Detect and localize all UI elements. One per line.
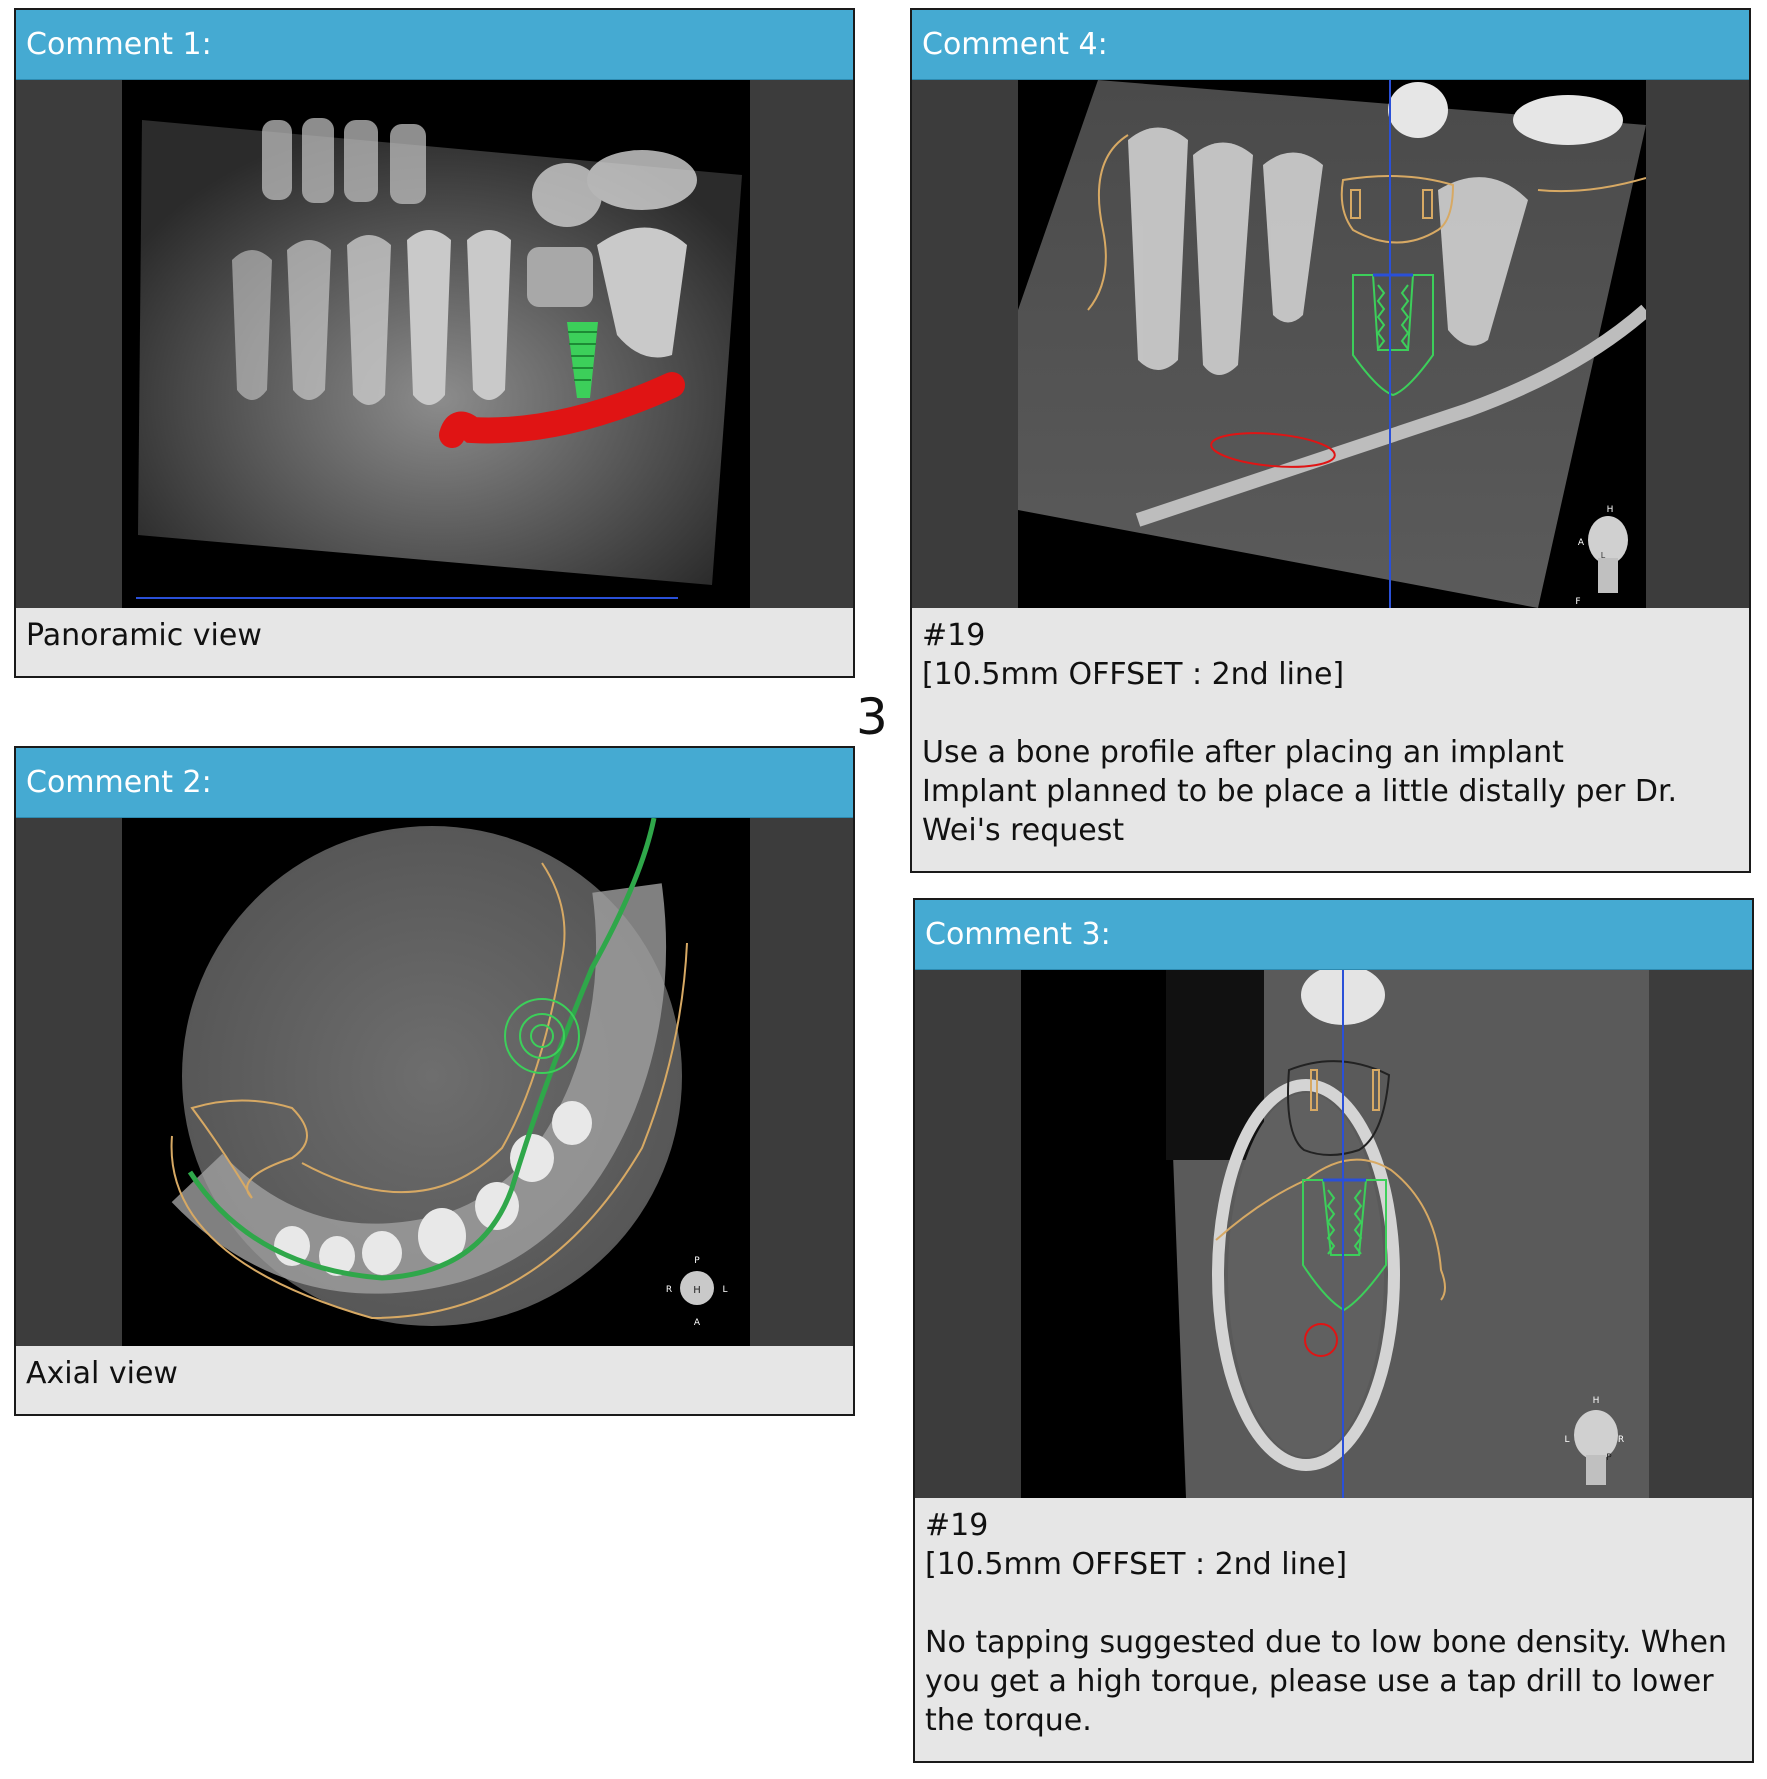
comment-caption (16, 608, 853, 665)
comment-header: Comment 1: (16, 10, 853, 80)
note-line-1: Use a bone profile after placing an implant (922, 735, 1564, 770)
note-line-1: No tapping suggested due to low bone density. When (925, 1625, 1727, 1660)
orientation-a-label: A (1577, 538, 1585, 548)
cross-section-image[interactable] (912, 80, 1749, 608)
orientation-h-label: H (1592, 1396, 1600, 1406)
comment-caption (915, 1498, 1752, 1750)
axial-image[interactable] (16, 818, 853, 1346)
comment-card-3 (913, 898, 1754, 1763)
note-line-3: Wei's request (922, 813, 1125, 848)
comment-caption (912, 608, 1749, 860)
orientation-h-label: H (1606, 505, 1614, 515)
comment-header: Comment 4: (912, 10, 1749, 80)
orientation-h-label: H (693, 1285, 701, 1296)
orientation-p-label: P (694, 1256, 700, 1266)
note-line-3: the torque. (925, 1703, 1092, 1738)
tangential-image[interactable] (915, 970, 1752, 1498)
note-line-2: you get a high torque, please use a tap drill to lower (925, 1664, 1714, 1699)
comment-card-4 (910, 8, 1751, 873)
offset-text: [10.5mm OFFSET : 2nd line] (922, 657, 1345, 692)
panoramic-image[interactable] (16, 80, 853, 608)
orientation-f-label: F (1575, 597, 1581, 607)
orientation-r-label: R (665, 1285, 673, 1295)
orientation-p-label: P (1606, 1453, 1612, 1463)
comment-header: Comment 2: (16, 748, 853, 818)
tooth-number: #19 (925, 1508, 989, 1543)
tooth-number: #19 (922, 618, 986, 653)
orientation-l-label: L (722, 1285, 728, 1295)
orientation-sphere-icon (666, 1256, 728, 1328)
comment-card-1 (14, 8, 855, 678)
page-number: 3 (856, 688, 888, 746)
comment-caption (16, 1346, 853, 1403)
comment-card-2 (14, 746, 855, 1416)
orientation-r-label: R (1617, 1435, 1625, 1445)
caption-text: Panoramic view (26, 618, 262, 653)
offset-text: [10.5mm OFFSET : 2nd line] (925, 1547, 1348, 1582)
comment-header: Comment 3: (915, 900, 1752, 970)
orientation-l-label: L (1600, 551, 1606, 560)
note-line-2: Implant planned to be place a little distally per Dr. (922, 774, 1678, 809)
caption-text: Axial view (26, 1356, 178, 1391)
orientation-a-label: A (693, 1318, 701, 1328)
orientation-l-label: L (1564, 1435, 1570, 1445)
head-orientation-icon (1575, 505, 1628, 607)
